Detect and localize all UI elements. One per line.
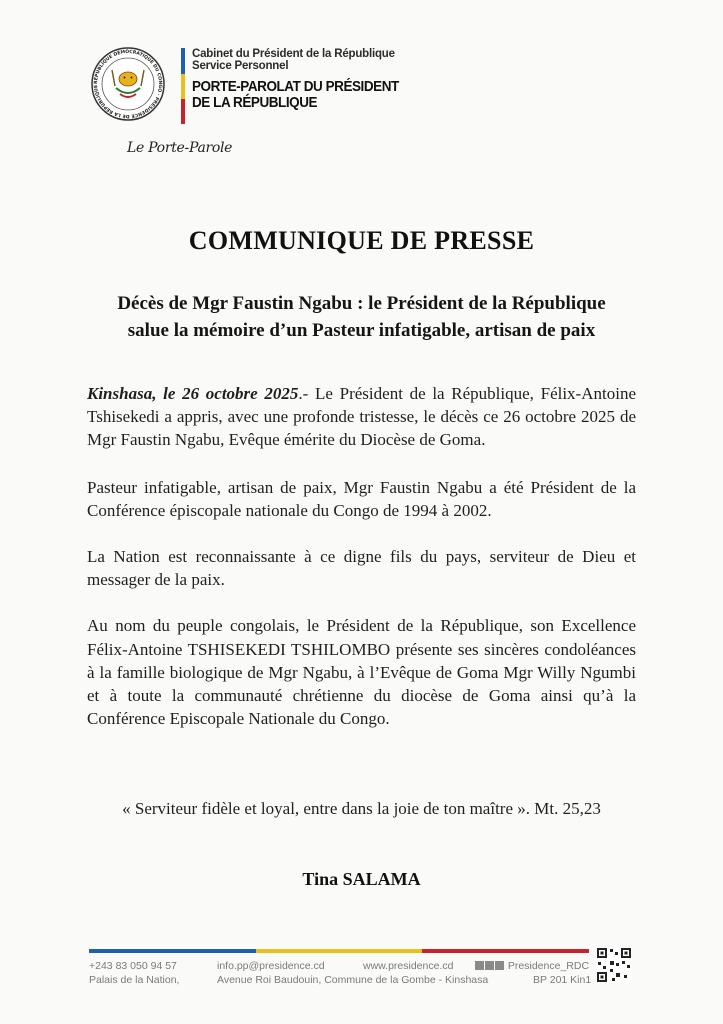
author-name: Tina SALAMA [302,869,421,889]
footer-col-social [475,959,591,987]
footer-col-web [363,959,453,973]
bible-quote: « Serviteur fidèle et loyal, entre dans la joie de ton maître ». Mt. 25,23 [122,799,601,818]
footer-po-box: BP 201 Kin1 [533,974,592,986]
flag-color-bar [181,48,185,124]
footer-address: Avenue Roi Baudouin, Commune de la Gombe - Kinshasa [217,974,489,986]
paragraph-1 [87,382,636,452]
instagram-icon [495,961,504,970]
header-organization [192,48,395,72]
paragraph-1-text: .- Le Président de la République, Félix-Antoine Tshisekedi a appris, avec une profonde tristesse, le décès ce 26 octobre 2025 de Mgr Faustin Ngabu, Evêque émérite du Diocèse de Goma. [87,384,636,450]
footer-website: www.presidence.cd [363,960,454,972]
footer-email: info.pp@presidence.cd [217,960,325,972]
dateline: Kinshasa, le 26 octobre 2025 [87,384,299,403]
qr-code-icon [596,947,632,983]
org-line-1: Cabinet du Président de la République [192,48,395,60]
paragraph-3: La Nation est reconnaissante à ce digne fils du pays, serviteur de Dieu et messager de la paix. [87,547,636,590]
office-line-1: PORTE-PAROLAT DU PRÉSIDENT [192,78,399,95]
paragraph-4: Au nom du peuple congolais, le Président de la République, son Excellence Félix-Antoine TSHISEKEDI TSHILOMBO présente ses sincères condoléances à la famille biologique de Mgr Ngabu, à l’Evêque de Goma Mgr Willy Ngumbi et à toute la communauté chrétienne du diocèse de Goma ainsi qu’à la Conférence Episcopale Nationale du Congo. [87,616,636,729]
body-text [87,382,636,753]
twitter-icon [485,961,494,970]
footer-col-contact [89,959,179,987]
footer-social-handle: Presidence_RDC [507,960,590,972]
paragraph-2: Pasteur infatigable, artisan de paix, Mgr Faustin Ngabu a été Président de la Conférence épiscopale nationale du Congo de 1994 à 2002. [87,477,636,520]
page-title: COMMUNIQUE DE PRESSE [188,226,535,255]
facebook-icon [475,961,484,970]
headline-line-1: Décès de Mgr Faustin Ngabu : le Président de la République [117,293,606,314]
seal-text: RÉPUBLIQUE DÉMOCRATIQUE DU CONGO · PRÉSIDENCE DE LA RÉPUBLIQUE [93,49,163,119]
footer-place: Palais de la Nation, [89,974,180,986]
presidency-seal-logo [90,46,166,122]
headline [80,290,643,344]
header-office [192,79,399,111]
spokesperson-signature: Le Porte-Parole [127,140,233,156]
office-line-2: DE LA RÉPUBLIQUE [192,94,318,111]
org-line-2: Service Personnel [192,60,289,72]
headline-line-2: salue la mémoire d’un Pasteur infatigable, artisan de paix [127,320,596,341]
footer-color-line [89,949,589,953]
footer-phone: +243 83 050 94 57 [89,960,177,972]
